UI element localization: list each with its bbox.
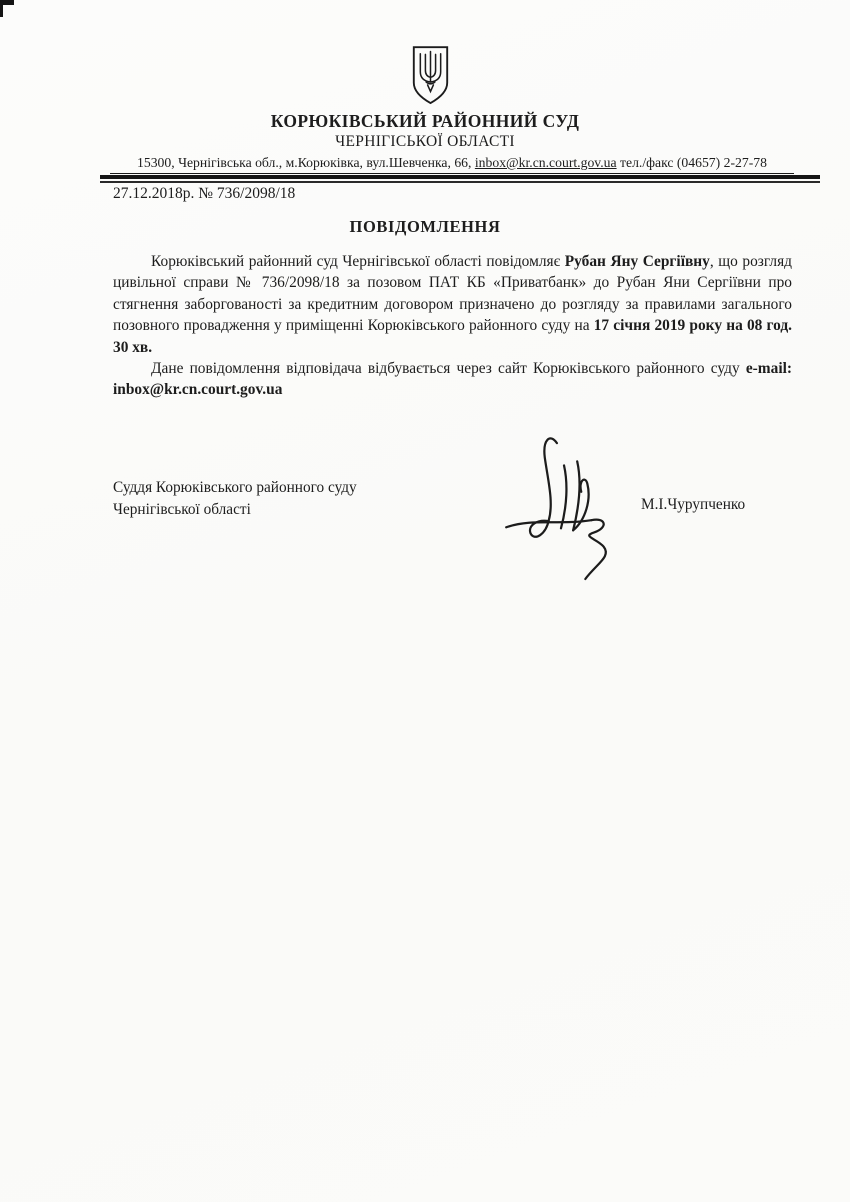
judge-name: М.І.Чурупченко (641, 496, 746, 513)
divider-thick (100, 175, 820, 179)
court-email-bold: e-mail: inbox@kr.cn.court.gov.ua (113, 360, 792, 399)
letter-body (113, 251, 792, 401)
respondent-name: Рубан Яну Сергіївну (564, 253, 710, 270)
hearing-datetime: 17 січня 2019 року на 08 год. 30 хв. (113, 317, 792, 356)
divider-thin (100, 181, 820, 183)
judge-role (113, 477, 357, 520)
address-text: 15300, Чернігівська обл., м.Корюківка, вул.Шевченка, 66, (137, 155, 475, 170)
paragraph-notification (113, 251, 792, 358)
court-email: inbox@kr.cn.court.gov.ua (474, 155, 617, 170)
body-text: , що розгляд цивільної справи № 736/2098/18 за позовом ПАТ КБ «Приватбанк» до Рубан Яни Сергіївни про стягнення заборгованості за кредитним договором призначено до розгляду за правилами загального позовного провадження у приміщенні Корюківського районного суду на (113, 253, 792, 335)
judge-role-line1: Суддя Корюківського районного суду (113, 479, 357, 496)
ukraine-trident-emblem (406, 45, 455, 106)
paragraph-delivery-note (113, 358, 792, 401)
court-region: ЧЕРНІГІСЬКОЇ ОБЛАСТІ (335, 133, 515, 150)
judge-role-line2: Чернігівської області (113, 500, 251, 518)
body-text: Дане повідомлення відповідача відбувається через сайт Корюківського районного суду (151, 360, 746, 378)
document-title: ПОВІДОМЛЕННЯ (349, 217, 501, 236)
date-and-case-number: 27.12.2018р. № 736/2098/18 (113, 185, 296, 202)
court-address-line (110, 155, 794, 174)
body-text: Корюківський районний суд Чернігівської області повідомляє (151, 253, 565, 270)
handwritten-signature (492, 428, 634, 586)
court-name: КОРЮКІВСЬКИЙ РАЙОННИЙ СУД (270, 111, 580, 131)
scan-artifact-corner-vertical (0, 0, 3, 17)
address-phone: тел./факс (04657) 2-27-78 (616, 155, 767, 170)
